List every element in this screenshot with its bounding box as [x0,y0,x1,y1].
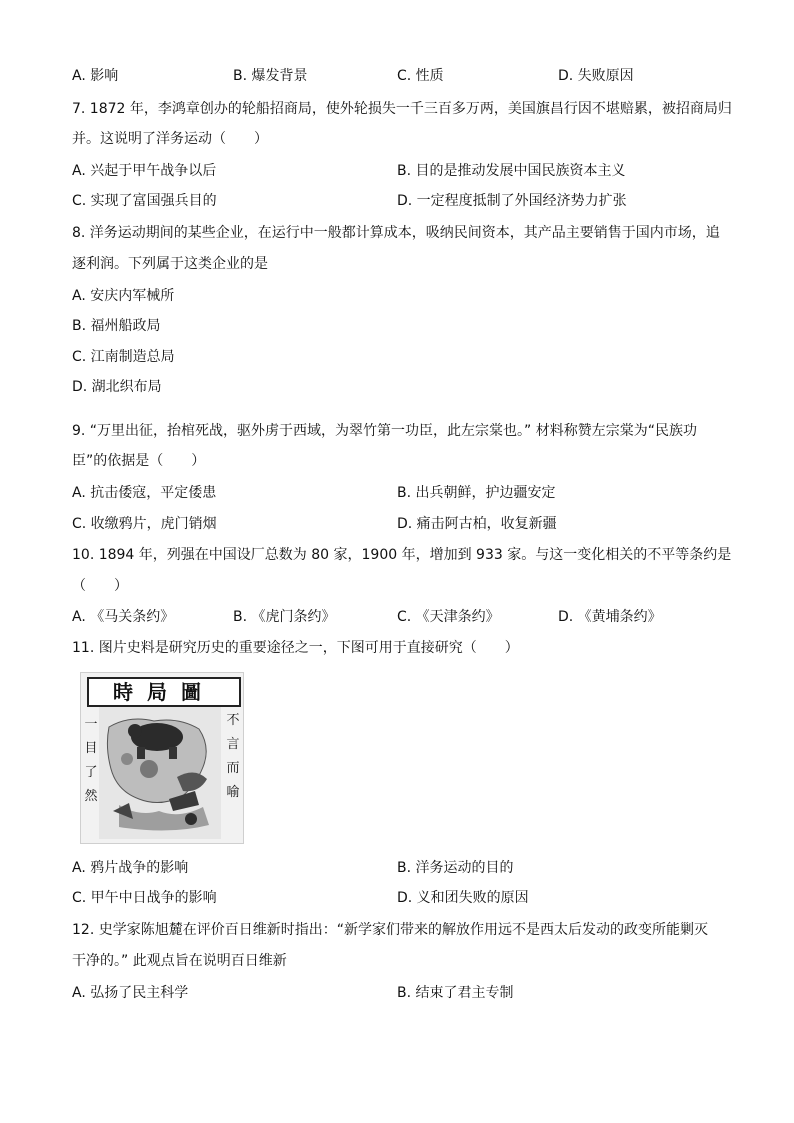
q8-stem-line2: 逐利润。下列属于这类企业的是 [72,256,268,272]
q7-option-a: A. 兴起于甲午战争以后 [72,163,217,179]
figure-title: 時局圖 [87,677,241,707]
q12-stem-line2: 干净的。” 此观点旨在说明百日维新 [72,953,287,969]
q8-option-b: B. 福州船政局 [72,318,161,334]
figure-left-caption: 一目了然 [84,717,98,804]
q12-option-a: A. 弘扬了民主科学 [72,985,189,1001]
q6-option-a: A. 影响 [72,68,119,84]
q11-stem-line1: 11. 图片史料是研究历史的重要途径之一，下图可用于直接研究（ ） [72,640,519,656]
q10-stem-line2: （ ） [72,578,128,594]
q7-stem-line1: 7. 1872 年，李鸿章创办的轮船招商局，使外轮损失一千三百多万两，美国旗昌行因不堪赔累，被招商局归 [72,101,732,117]
q10-option-b: B. 《虎门条约》 [233,609,336,625]
q10-option-c: C. 《天津条约》 [397,609,500,625]
q10-option-a: A. 《马关条约》 [72,609,175,625]
q11-option-d: D. 义和团失败的原因 [397,890,529,906]
shiju-tu-figure [80,672,244,844]
q9-option-b: B. 出兵朝鲜，护边疆安定 [397,485,556,501]
q11-option-c: C. 甲午中日战争的影响 [72,890,217,906]
q9-option-a: A. 抗击倭寇，平定倭患 [72,485,217,501]
q9-option-d: D. 痛击阿古柏，收复新疆 [397,516,557,532]
q6-option-c: C. 性质 [397,68,444,84]
q7-stem-line2: 并。这说明了洋务运动（ ） [72,131,268,147]
q7-option-d: D. 一定程度抵制了外国经济势力扩张 [397,193,627,209]
q12-option-b: B. 结束了君主专制 [397,985,514,1001]
cartoon-map-illustration [99,707,221,839]
q10-stem-line1: 10. 1894 年，列强在中国设厂总数为 80 家，1900 年，增加到 933 家。与这一变化相关的不平等条约是 [72,547,732,563]
q11-option-a: A. 鸦片战争的影响 [72,860,189,876]
q7-option-b: B. 目的是推动发展中国民族资本主义 [397,163,626,179]
q10-option-d: D. 《黄埔条约》 [558,609,662,625]
q11-option-b: B. 洋务运动的目的 [397,860,514,876]
q8-stem-line1: 8. 洋务运动期间的某些企业，在运行中一般都计算成本，吸纳民间资本，其产品主要销售于国内市场，追 [72,225,720,241]
q7-option-c: C. 实现了富国强兵目的 [72,193,217,209]
q9-stem-line1: 9. “万里出征，抬棺死战，驱外虏于西域，为翠竹第一功臣，此左宗棠也。” 材料称赞左宗棠为“民族功 [72,423,698,439]
q9-stem-line2: 臣”的依据是（ ） [72,453,206,469]
figure-right-caption: 不言而喻 [226,713,240,800]
q8-option-a: A. 安庆内军械所 [72,288,175,304]
q6-option-b: B. 爆发背景 [233,68,308,84]
q9-option-c: C. 收缴鸦片，虎门销烟 [72,516,217,532]
q8-option-c: C. 江南制造总局 [72,349,175,365]
q12-stem-line1: 12. 史学家陈旭麓在评价百日维新时指出：“新学家们带来的解放作用远不是西太后发动的政变所能剿灭 [72,922,708,938]
q8-option-d: D. 湖北织布局 [72,379,162,395]
q6-option-d: D. 失败原因 [558,68,634,84]
